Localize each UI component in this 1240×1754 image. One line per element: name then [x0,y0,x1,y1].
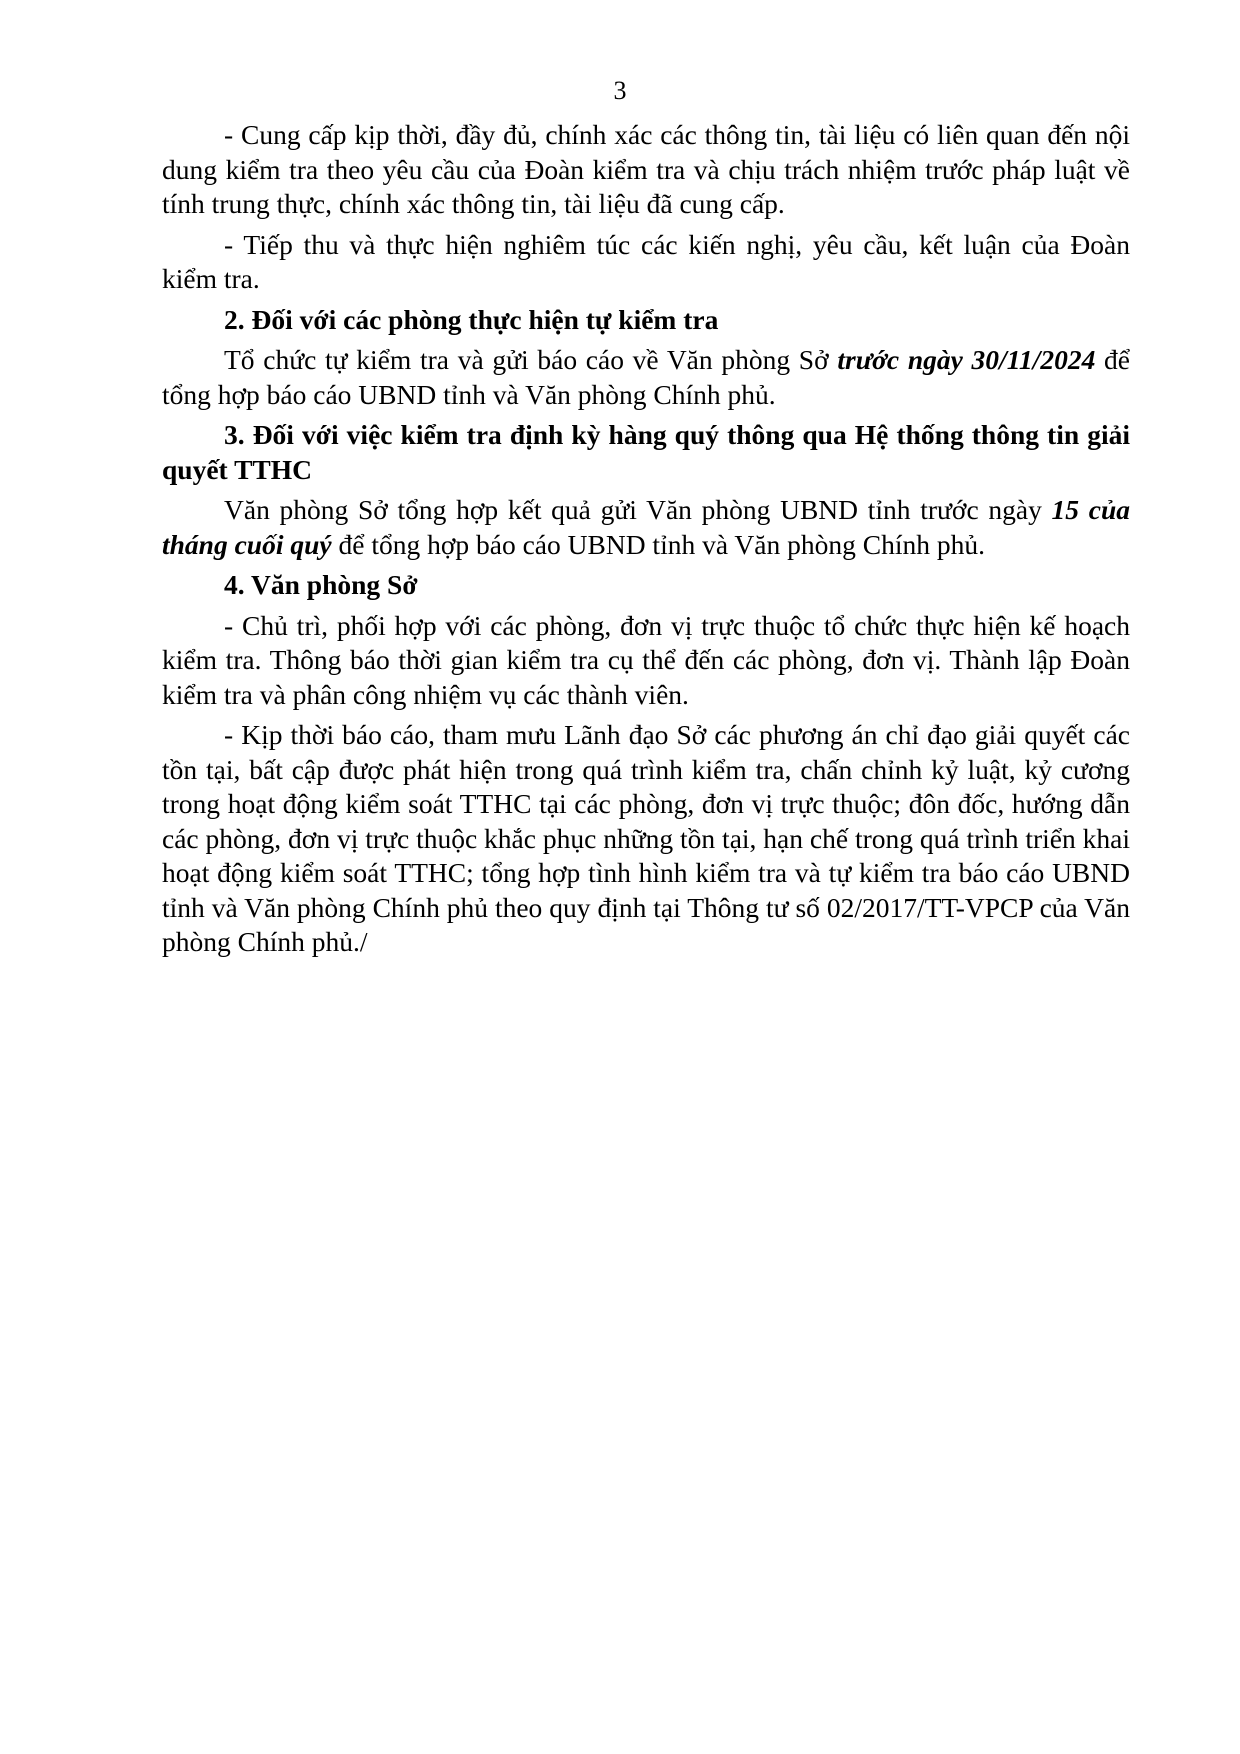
text-run: để tổng hợp báo cáo UBND tỉnh và Văn phòng Chính phủ. [162,344,1130,410]
section-heading-office: 4. Văn phòng Sở [224,569,418,600]
paragraph-office-coordination: - Chủ trì, phối hợp với các phòng, đơn vị trực thuộc tổ chức thực hiện kế hoạch kiểm tra. Thông báo thời gian kiểm tra cụ thể đến các phòng, đơn vị. Thành lập Đoàn kiểm tra và phân công nhiệm vụ các thành viên. [162,609,1130,710]
paragraph-quarterly-inspection [162,493,1130,562]
text-run: để tổng hợp báo cáo UBND tỉnh và Văn phòng Chính phủ. [331,528,985,560]
text-run: Tổ chức tự kiểm tra và gửi báo cáo về Văn phòng Sở [224,344,838,375]
document-body [162,118,1130,966]
section-heading-self-inspection: 2. Đối với các phòng thực hiện tự kiểm tra [224,303,719,335]
deadline-emphasis: 15 của tháng cuối quý [162,494,1131,560]
deadline-emphasis: trước ngày 30/11/2024 [837,344,1096,375]
section-heading-quarterly-inspection: 3. Đối với việc kiểm tra định kỳ hàng quý thông qua Hệ thống thông tin giải quyết TTHC [162,419,1130,485]
paragraph-implement-recommendations: - Tiếp thu và thực hiện nghiêm túc các kiến nghị, yêu cầu, kết luận của Đoàn kiểm tra. [162,228,1130,294]
paragraph-provide-information: - Cung cấp kịp thời, đầy đủ, chính xác các thông tin, tài liệu có liên quan đến nội dung kiểm tra theo yêu cầu của Đoàn kiểm tra và chịu trách nhiệm trước pháp luật về tính trung thực, chính xác thông tin, tài liệu đã cung cấp. [162,119,1130,219]
paragraph-office-reporting: - Kịp thời báo cáo, tham mưu Lãnh đạo Sở các phương án chỉ đạo giải quyết các tồn tại, bất cập được phát hiện trong quá trình kiểm tra, chấn chỉnh kỷ luật, kỷ cương trong hoạt động kiểm soát TTHC tại các phòng, đơn vị trực thuộc; đôn đốc, hướng dẫn các phòng, đơn vị trực thuộc khắc phục những tồn tại, hạn chế trong quá trình triển khai hoạt động kiểm soát TTHC; tổng hợp tình hình kiểm tra và tự kiểm tra báo cáo UBND tỉnh và Văn phòng Chính phủ theo quy định tại Thông tư số 02/2017/TT-VPCP của Văn phòng Chính phủ./ [162,719,1130,957]
page-number: 3 [613,76,627,105]
paragraph-self-inspection [162,343,1130,412]
text-run: Văn phòng Sở tổng hợp kết quả gửi Văn phòng UBND tỉnh trước ngày [224,494,1052,525]
